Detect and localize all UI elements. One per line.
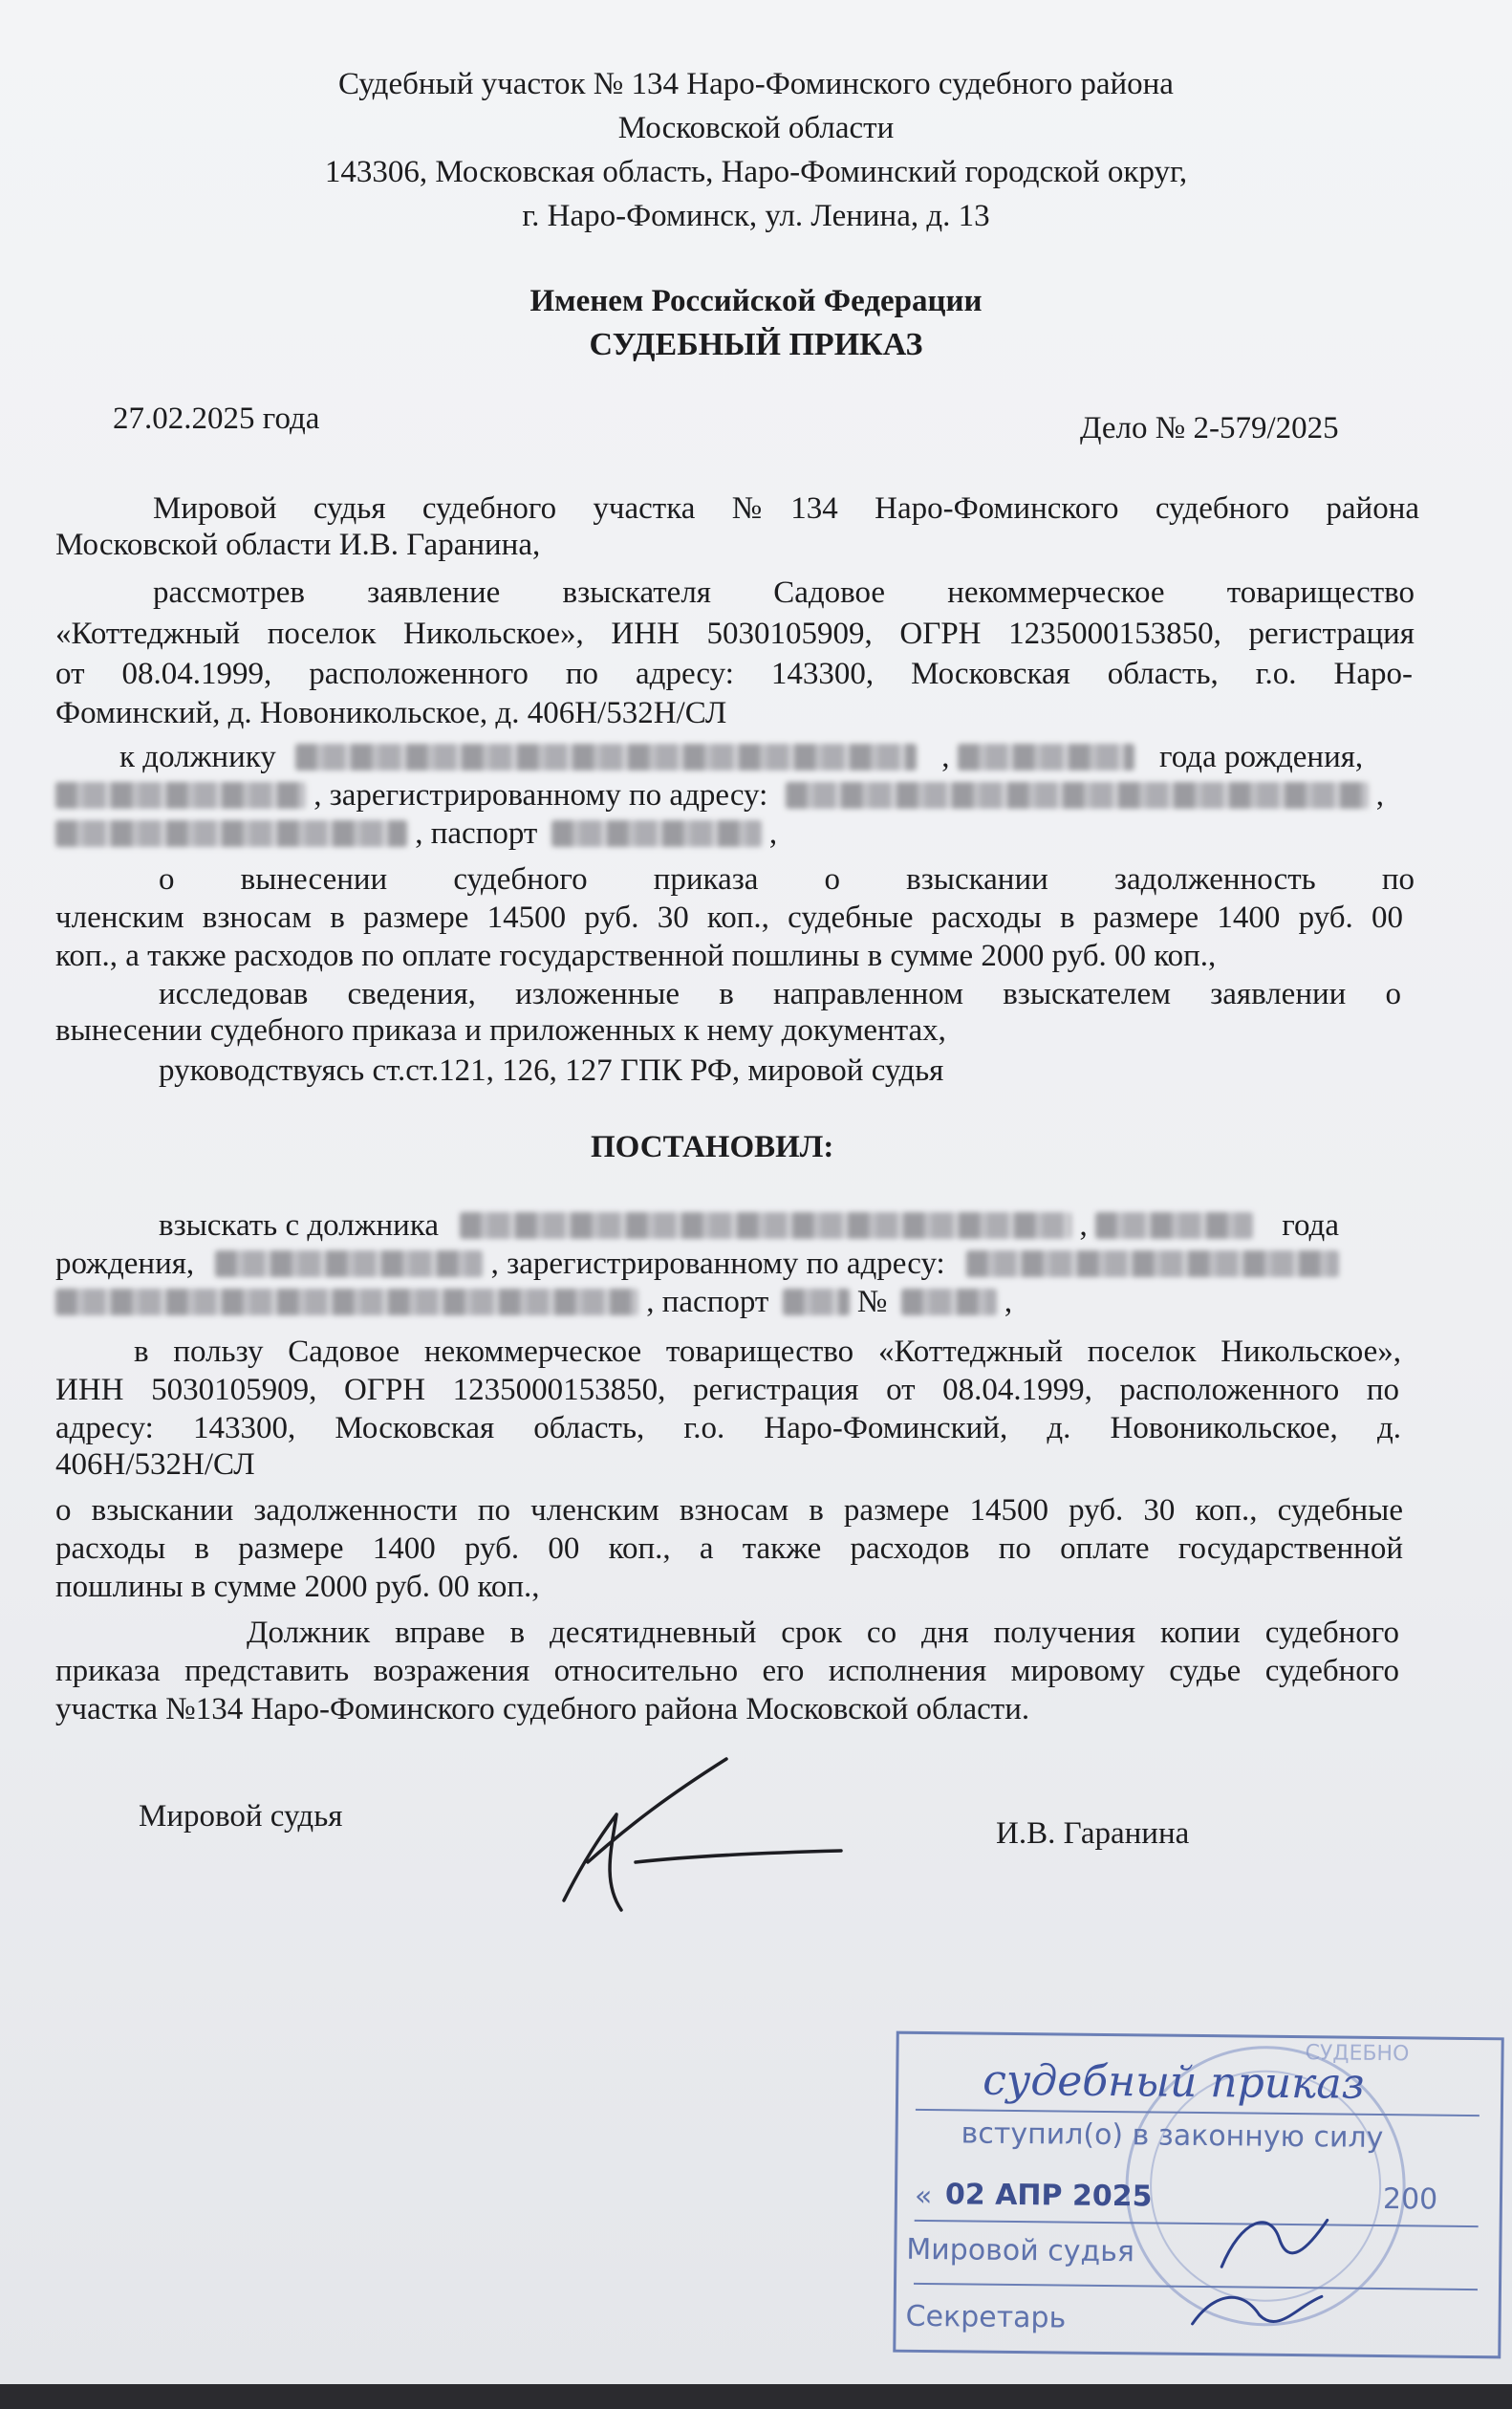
seal-text: СУДЕБНО — [1305, 2041, 1410, 2067]
decision-heading: ПОСТАНОВИЛ: — [591, 1130, 834, 1164]
stamp-judge-label: Мировой судья — [906, 2232, 1135, 2269]
order-date: 27.02.2025 года — [113, 402, 320, 436]
intro-p2-c: от 08.04.1999, расположенного по адресу: 143300, Московская область, г.о. Наро- — [55, 657, 1413, 691]
stamp-year-suffix: 200 — [1382, 2182, 1438, 2217]
redacted-address — [786, 782, 1369, 809]
intro-p2-d: Фоминский, д. Новоникольское, д. 406Н/532Н/СЛ — [55, 696, 727, 730]
passport-number-label: № — [856, 1285, 888, 1319]
redacted-address-2 — [966, 1250, 1339, 1277]
redacted-birthplace-2 — [215, 1250, 483, 1277]
decision-debtor-line: взыскать с должника , года — [159, 1208, 1339, 1243]
redacted-passport — [551, 820, 762, 847]
passport-label: , паспорт — [415, 816, 538, 851]
birth-label: года рождения, — [1159, 740, 1364, 774]
redacted-debtor-name-2 — [460, 1212, 1071, 1239]
court-name-line1: Судебный участок № 134 Наро-Фоминского судебного района — [338, 67, 1174, 101]
legal-force-stamp — [893, 2031, 1503, 2359]
passport-label-2: , паспорт — [646, 1285, 769, 1319]
decision-d4-a: Должник вправе в десятидневный срок со дня получения копии судебного — [247, 1616, 1399, 1650]
year-label: года — [1282, 1208, 1339, 1243]
decision-address-line — [55, 1245, 1339, 1283]
decision-passport-line: , паспорт № , — [55, 1283, 1012, 1321]
stamp-handwritten: судебный приказ — [982, 2055, 1365, 2109]
intro-p5-b: вынесении судебного приказа и приложенных к нему документах, — [55, 1013, 946, 1048]
decision-d2-c: адресу: 143300, Московская область, г.о. Наро-Фоминский, д. Новоникольское, д. — [55, 1411, 1401, 1445]
intro-p4-c: коп., а также расходов по оплате государственной пошлины в сумме 2000 руб. 00 коп., — [55, 939, 1217, 973]
screen-bottom-bar — [0, 2384, 1512, 2409]
intro-p6: руководствуясь ст.ст.121, 126, 127 ГПК РФ, мировой судья — [159, 1053, 944, 1088]
stamp-quote: « — [914, 2179, 933, 2214]
decision-d3-a: о взыскании задолженности по членским взносам в размере 14500 руб. 30 коп., судебные — [55, 1493, 1403, 1528]
debtor-address-line: , зарегистрированному по адресу: , — [55, 776, 1384, 814]
redacted-birth-year-2 — [1095, 1212, 1253, 1239]
intro-p4-b: членским взносам в размере 14500 руб. 30 коп., судебные расходы в размере 1400 руб. 00 — [55, 901, 1403, 935]
registered-label-2: , зарегистрированному по адресу: — [490, 1247, 945, 1281]
decision-d4-c: участка №134 Наро-Фоминского судебного района Московской области. — [55, 1692, 1030, 1726]
title-line1: Именем Российской Федерации — [529, 284, 983, 318]
stamp-secretary-label: Секретарь — [905, 2299, 1067, 2335]
redacted-debtor-name — [295, 744, 917, 770]
decision-d2-a: в пользу Садовое некоммерческое товарищество «Коттеджный поселок Никольское», — [134, 1335, 1401, 1369]
judge-signature — [545, 1757, 860, 1920]
collect-label: взыскать с должника — [159, 1208, 440, 1243]
decision-d2-b: ИНН 5030105909, ОГРН 1235000153850, регистрация от 08.04.1999, расположенного по — [55, 1373, 1399, 1407]
debtor-line: к должнику , года рождения, — [119, 740, 1364, 774]
decision-d3-b: расходы в размере 1400 руб. 00 коп., а также расходов по оплате государственной — [55, 1531, 1403, 1566]
registered-label: , зарегистрированному по адресу: — [313, 778, 768, 813]
intro-p1-b: Московской области И.В. Гаранина, — [55, 528, 541, 562]
signature-role: Мировой судья — [139, 1799, 343, 1834]
intro-p2-a: рассмотрев заявление взыскателя Садовое некоммерческое товарищество — [153, 575, 1415, 610]
document-title: СУДЕБНЫЙ ПРИКАЗ — [589, 327, 923, 362]
court-address-line1: 143306, Московская область, Наро-Фоминский городской округ, — [324, 155, 1188, 189]
intro-p4-a: о вынесении судебного приказа о взыскании задолженность по — [159, 862, 1415, 897]
stamp-entered-force: вступил(о) в законную силу — [961, 2116, 1384, 2156]
court-name-line2: Московской области — [617, 111, 895, 145]
stamp-signatures — [1163, 2181, 1356, 2345]
court-address-line2: г. Наро-Фоминск, ул. Ленина, д. 13 — [522, 199, 990, 233]
case-number: Дело № 2-579/2025 — [1080, 411, 1339, 445]
intro-p2-b: «Коттеджный поселок Никольское», ИНН 5030105909, ОГРН 1235000153850, регистрация — [55, 617, 1415, 651]
redacted-address-cont — [55, 820, 407, 847]
redacted-birthplace — [55, 782, 306, 809]
redacted-passport-number — [901, 1289, 997, 1315]
decision-d3-c: пошлины в сумме 2000 руб. 00 коп., — [55, 1570, 540, 1604]
redacted-birth-year — [958, 744, 1134, 770]
intro-p5-a: исследовав сведения, изложенные в направленном взыскателем заявлении о — [159, 977, 1401, 1011]
decision-d2-d: 406Н/532Н/СЛ — [55, 1447, 255, 1482]
redacted-address-cont-2 — [55, 1289, 638, 1315]
redacted-passport-series — [783, 1289, 850, 1315]
signature-name: И.В. Гаранина — [996, 1816, 1190, 1851]
stamp-date: 02 АПР 2025 — [944, 2178, 1153, 2214]
debtor-passport-line: , паспорт , — [55, 814, 777, 853]
intro-p1-a: Мировой судья судебного участка №134 Наро-Фоминского судебного района — [153, 491, 1419, 526]
decision-d4-b: приказа представить возражения относительно его исполнения мировому судье судебного — [55, 1654, 1399, 1688]
birth-label-2: рождения, — [55, 1247, 195, 1281]
debtor-label: к должнику — [119, 740, 276, 774]
